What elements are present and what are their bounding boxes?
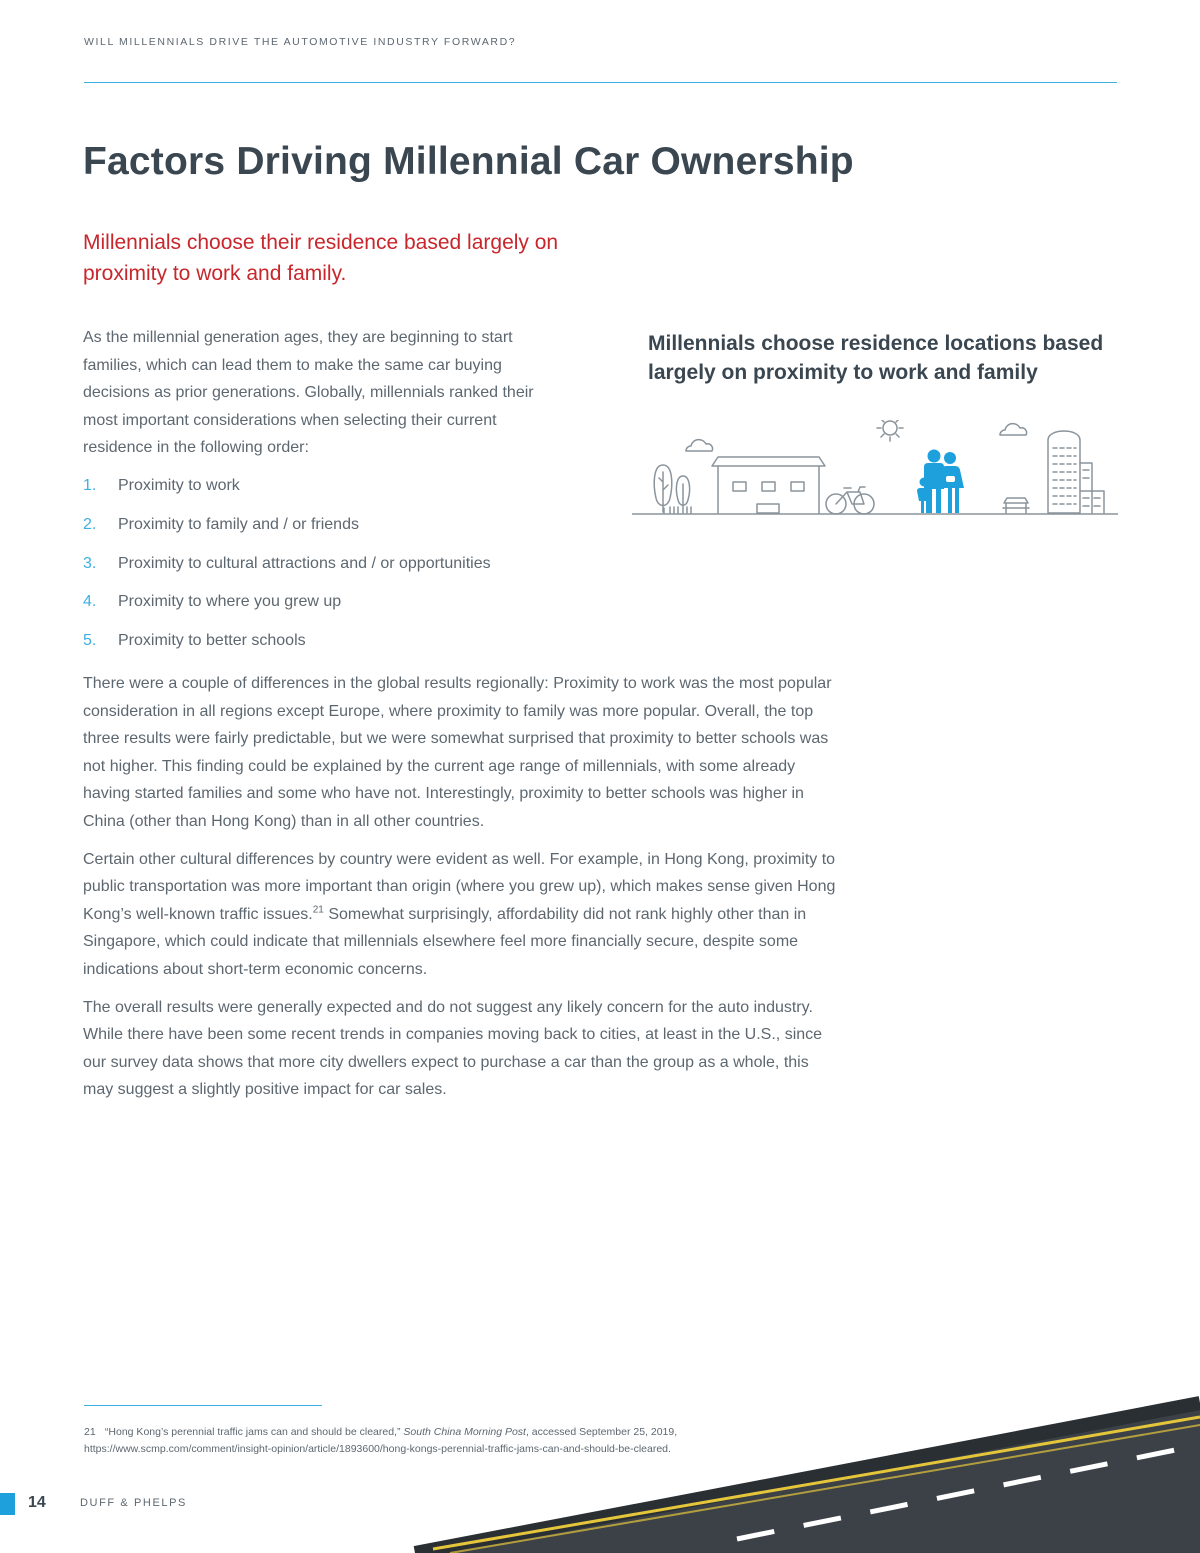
infographic-title: Millennials choose residence locations based largely on proximity to work and family bbox=[648, 332, 1104, 384]
list-item bbox=[83, 472, 491, 511]
intro-paragraph: As the millennial generation ages, they are beginning to start families, which can lead them to make the same car buying decisions as prior generations. Globally, millennials ranked their most important considerations when selecting their current residence in the following order: bbox=[83, 329, 534, 456]
cloud-icon bbox=[1000, 424, 1027, 435]
footnote-reference: 21 bbox=[312, 904, 324, 916]
page-number: 14 bbox=[28, 1494, 46, 1511]
list-number: 1. bbox=[83, 477, 97, 494]
residence-infographic bbox=[630, 328, 1120, 528]
company-name: DUFF & PHELPS bbox=[80, 1497, 187, 1509]
footnote-number: 21 bbox=[84, 1426, 96, 1438]
body-paragraph: There were a couple of differences in the global results regionally: Proximity to work was the most popular consideration in all regions except Europe, where proximity to family was more popular. Overall, the top three results were fairly predictable, but we were somewhat surprised that proximity to better schools was not higher. This finding could be explained by the current age range of millennials, with some already having started families and some who have not. Interestingly, proximity to better schools was higher in China (other than Hong Kong) than in all other countries. bbox=[83, 675, 832, 830]
list-item bbox=[83, 550, 491, 589]
neighborhood-illustration bbox=[630, 420, 1120, 530]
family-icon bbox=[917, 450, 964, 514]
footnote-divider bbox=[84, 1405, 322, 1406]
skyscraper-icon bbox=[1048, 431, 1104, 513]
tree-icon bbox=[654, 465, 691, 513]
list-text: Proximity to work bbox=[118, 477, 240, 494]
list-item bbox=[83, 627, 491, 666]
list-text: Proximity to where you grew up bbox=[118, 593, 342, 611]
list-item bbox=[83, 511, 491, 550]
bench-icon bbox=[1003, 498, 1029, 513]
list-text: Proximity to family and / or friends bbox=[118, 515, 359, 533]
footnote-source: South China Morning Post bbox=[403, 1426, 526, 1438]
list-number: 2. bbox=[83, 515, 97, 533]
page-title: Factors Driving Millennial Car Ownership bbox=[83, 140, 854, 183]
running-header: WILL MILLENNIALS DRIVE THE AUTOMOTIVE INDUSTRY FORWARD? bbox=[84, 36, 517, 48]
body-text bbox=[83, 670, 843, 1114]
section-subtitle: Millennials choose their residence based largely on proximity to work and family. bbox=[83, 231, 559, 285]
considerations-list bbox=[83, 472, 491, 666]
cloud-icon bbox=[686, 440, 713, 451]
list-number: 3. bbox=[83, 554, 97, 572]
house-icon bbox=[712, 457, 825, 513]
sun-icon bbox=[877, 420, 903, 441]
body-paragraph: Certain other cultural differences by country were evident as well. For example, in Hong Kong, proximity to public transportation was more important than origin (where you grew up), which makes sense given Hong Kong’s well-known traffic issues.$^{21}$ Somewhat surprisingly, affordability did not rank highly other than in Singapore, which could indicate that millennials elsewhere feel more financially secure, despite some indications about short-term economic concerns. bbox=[83, 850, 836, 978]
header-divider bbox=[84, 82, 1117, 83]
body-paragraph: The overall results were generally expected and do not suggest any likely concern for the auto industry. While there have been some recent trends in companies moving back to cities, at least in the U.S., since our survey data shows that more city dwellers expect to purchase a car than the group as a whole, this may suggest a slightly positive impact for car sales. bbox=[83, 998, 823, 1099]
list-text: Proximity to cultural attractions and / or opportunities bbox=[118, 554, 491, 572]
page-marker bbox=[0, 1493, 15, 1515]
bicycle-icon bbox=[826, 487, 874, 514]
list-item bbox=[83, 588, 491, 627]
list-number: 4. bbox=[83, 593, 97, 611]
list-number: 5. bbox=[83, 632, 97, 650]
footnote: 21 “Hong Kong’s perennial traffic jams can and should be cleared,” South China Morning Post, accessed September 25, 2019, https://www.scmp.com/comment/insight-opinion/article/1893600/hong-kongs-perennial-traffic-jams-can-and-should-be-cleared. bbox=[84, 1426, 678, 1455]
list-text: Proximity to better schools bbox=[118, 632, 306, 650]
